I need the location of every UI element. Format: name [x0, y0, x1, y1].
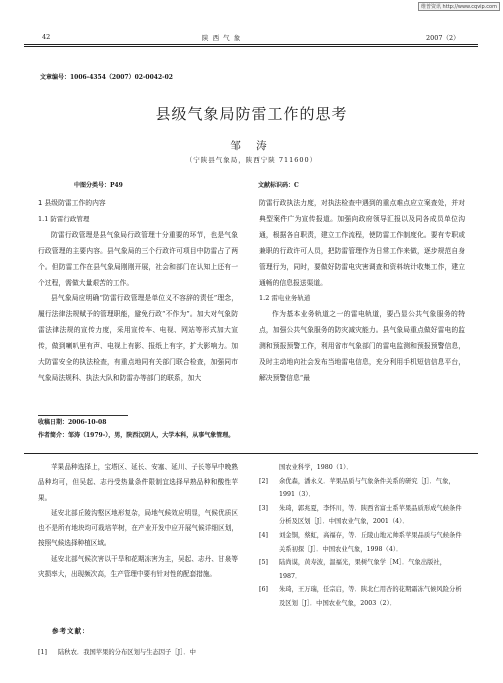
reference-text: 陆尚谟，黄寿波，温福光，果树气象学［M］．气象出版社，1987．: [279, 559, 447, 580]
article-number: 文章编号：1006-4354（2007）02-0042-02: [40, 74, 173, 81]
paragraph: 苹果品种选择上，宝塔区、延长、安塞、延川、子长等早中晚熟品种均可，但吴起、志丹受热量条件限制宜选择早熟品种和酸性苹果。: [38, 463, 238, 502]
reference-item: [259, 502, 465, 529]
author-bio: 作者简介：邹涛（1979-），男，陕西汉阴人，大学本科，从事气象管理。: [38, 432, 235, 439]
reference-item: [259, 583, 465, 610]
reference-text: 陆秋农．我国苹果的分布区划与生态因子［J］．中: [58, 649, 196, 656]
reference-number: [5]: [259, 559, 268, 567]
reference-text: 朱琦，王万瑞，任宗启，等．陕北仁用杏的花期霜冻气候风险分析及区划［J］．中国农业气象，2003（2）．: [279, 586, 462, 607]
reference-item: [259, 556, 465, 583]
section-heading: 1 县级防雷工作的内容: [38, 199, 106, 207]
reference-number: [2]: [259, 477, 268, 485]
paragraph: 作为基本业务轨道之一的雷电轨道，要凸显公共气象服务的特点，加强公共气象服务的防灾减灾能力。县气象局重点做好雷电的监测和预报预警工作，利用省市气象部门的雷电监测和预报预警信息，及时主动地向社会发布当地雷电信息，充分利用手机短信信息平台，解决预警信息“最: [259, 310, 465, 382]
header-rule: [24, 44, 478, 45]
paragraph: 防雷行政执法力度，对执法检查中遇到的重点难点应立案查处，并对典型案件广为宣传报道。加强向政府领导汇报以及同各成员单位沟通，根据各自职责，建立工作流程，使防雷工作制度化。要有专职或兼职的行政许可人员，把防雷管理作为日常工作来做，逐步规范自身管理行为，同时，要做好防雷电灾害调查和资料统计收集工作，建立通畅的信息报送渠道。: [259, 199, 465, 287]
subsection-heading: 1.2 雷电业务轨道: [259, 294, 311, 303]
journal-name: 陕 西 气 象: [202, 34, 242, 42]
reference-item: [259, 461, 465, 475]
footnote-rule: [38, 415, 128, 416]
references-heading: 参考文献：: [52, 627, 90, 635]
document-code: 文献标识码：C: [258, 182, 299, 189]
received-date: 收稿日期：2006-10-08: [38, 419, 107, 426]
watermark: 维普资讯 http://www.cqvip.com: [418, 2, 500, 11]
reference-text: 国农业科学，1980（1）．: [279, 464, 353, 471]
section-separator: [24, 453, 478, 454]
author-affiliation: （宁陕县气象局，陕西宁陕 711600）: [185, 156, 318, 164]
reference-text: 余优森，潘永义．苹果品质与气象条件关系的研究［J］．气象，1991（3）．: [279, 477, 455, 499]
clc-number: 中图分类号：P49: [74, 182, 123, 189]
article-title: 县级气象局防雷工作的思考: [155, 105, 348, 123]
reference-number: [6]: [259, 586, 268, 594]
reference-number: [1]: [38, 649, 47, 656]
paragraph: 防雷行政管理是县气象局行政管理十分重要的环节，也是气象行政管理的主要内容。县气象局的三个行政许可项目中防雷占了两个。但防雷工作在县气象局刚刚开展，社会和部门在认知上还有一个过程，需做大量艰苦的工作。: [38, 230, 238, 287]
reference-number: [4]: [259, 531, 268, 539]
reference-item: [259, 475, 465, 502]
paragraph: 县气象局应明确“防雷行政管理是单位义不容辞的责任”理念，履行法律法规赋予的管理职能，避免行政“不作为”。加大对气象防雷法律法规的宣传力度，采用宣传车、电视、网站等形式加大宣传，做到喇叭里有声、电视上有影、报纸上有字，扩大影响力。加大防雷安全的执法检查，有重点地同有关部门联合检查，加强同市气象局法规科、执法大队和防雷办等部门的联系，加大: [38, 294, 238, 382]
reference-text: 朱琦，郭兆夏，李怀川，等．陕西省富士系苹果品质形成气候条件分析及区划［J］．中国农业气象，2001（4）．: [279, 504, 462, 526]
author-name: 邹 涛: [230, 140, 273, 152]
subsection-heading: 1.1 防雷行政管理: [38, 214, 90, 223]
reference-item: [259, 529, 465, 556]
reference-number: [3]: [259, 504, 268, 512]
body-right-column: [259, 196, 465, 387]
issue-number: 2007（2）: [426, 34, 460, 42]
references-list: [259, 461, 465, 611]
body-left-column: [38, 196, 238, 387]
header-rule-thin: [24, 46, 478, 47]
paragraph: 延安北部丘陵沟壑区地形复杂，局地气候效应明显，气候优质区也不是所有地块均可栽培苹树，在产业开发中应开展气候详细区划，按照气候选择种植区域。: [38, 508, 238, 548]
continued-left-column: [38, 460, 238, 582]
reference-item: [38, 646, 238, 660]
reference-text: 刘金铜，蔡虹，高福存，等．丘陵山地元帅系苹果品质与气候条件关系初探［J］．中国农业气象，1998（4）．: [279, 531, 462, 553]
paragraph: 延安北部气候次害以干旱和花期冻害为主，吴起、志丹、甘泉等灾损率大，出现频次高，生产管理中要有针对性的配套措施。: [38, 554, 238, 579]
page-number: 42: [42, 33, 51, 41]
